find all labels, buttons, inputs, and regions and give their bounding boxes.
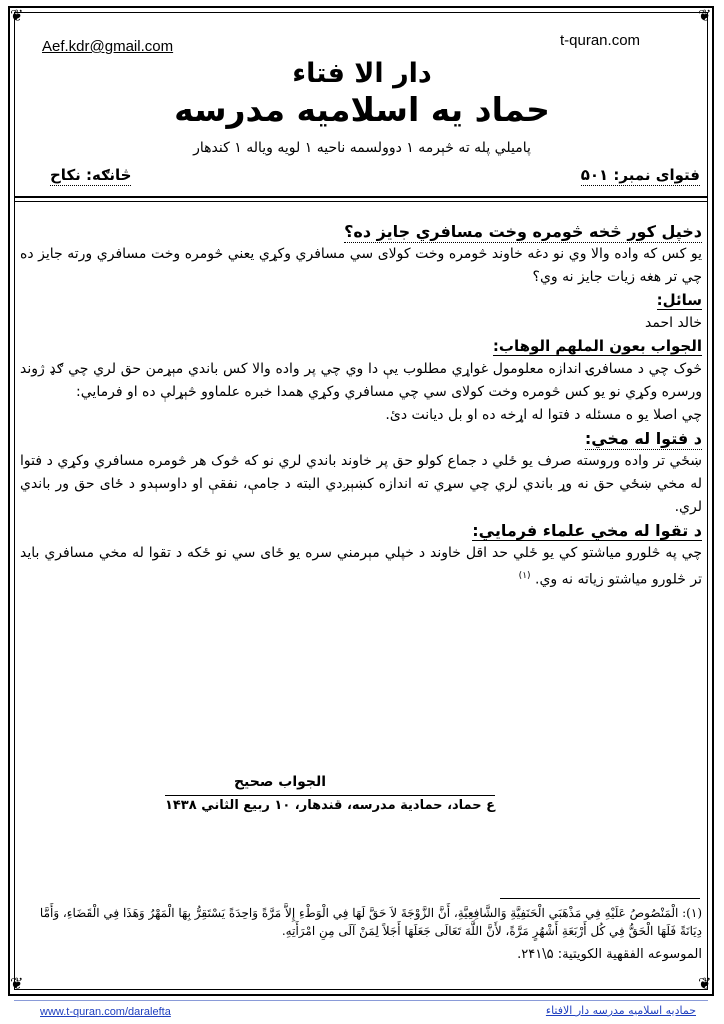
footer-divider <box>14 1000 708 1001</box>
address-line: پامیلي پله ته څېرمه ۱ دوولسمه ناحیه ۱ لویه ویاله ۱ کندهار <box>193 140 531 156</box>
answer-opening: الجواب بعون الملهم الوهاب: <box>492 337 702 355</box>
corner-ornament-icon: ❦ <box>10 6 24 25</box>
header-divider <box>14 196 708 198</box>
contact-email[interactable]: Aef.kdr@gmail.com <box>42 38 174 55</box>
footnote <box>20 904 702 964</box>
darul-ifta-title: دار الا فتاء <box>292 58 432 89</box>
taqwa-text: چي په څلورو مياشتو کي يو ځلي حد اقل خاوند د خپلي مېرمني سره يو ځای سي نو ځکه د تقوا له مخي مسافري بايد تر څلورو مياشتو زياته نه وي. $^{(۱)}$ <box>20 545 702 588</box>
fatwa-number: فتوای نمبر: ۵۰۱ <box>580 166 700 184</box>
approval-signature: ع حماد، حمادية مدرسه، قندهار، ۱۰ ربيع الثاني ۱۴۳۸ <box>160 798 500 813</box>
asker-name: خالد احمد <box>645 315 702 331</box>
fatwa-body <box>20 220 702 592</box>
footer-name[interactable]: حماديه اسلاميه مدرسه دار الافتاء <box>545 1004 696 1017</box>
answer-paragraph: څوک چي د مسافرۍ اندازه معلومول غواړي مطلوب يې دا وي چي پر واده والا کس باندي مېړمن حق لري چي ګډ ژوند ورسره وکړي نو یو کس څومره وخت کولای سي چي مسافري وکړي همدا خبره علماوو څېړلې ده او فرمايي: <box>20 361 702 400</box>
corner-ornament-icon: ❦ <box>698 6 712 25</box>
fatwa-section: څانګه: نکاح <box>50 166 132 184</box>
corner-ornament-icon: ❦ <box>10 974 24 993</box>
header-divider-thin <box>14 201 708 202</box>
site-name: t-quran.com <box>560 32 641 49</box>
question-title: دخپل کور څخه څومره وخت مسافري جایز ده؟ <box>344 222 702 241</box>
fatwa-text: ښځي تر واده وروسته صرف يو ځلي د جماع کولو حق پر خاوند باندي لري نو که څوک هر څومره مسافري وکړي د فتوا له مخي ښځي حق نه وړ باندي لري چي سړي ته اندازه کښېږدي البته د جامې، نفقې او داوسېدو د ځای حق ور باندي لري. <box>20 453 702 515</box>
footnote-divider <box>500 898 700 899</box>
footnote-reference: الموسوعه الفقهية الكويتية: ۵\۲۴۱. <box>517 947 702 962</box>
approval-title: الجواب صحیح <box>233 774 327 790</box>
fatwa-heading: د فتوا له مخي: <box>584 429 702 448</box>
answer-paragraph: چي اصلا يو ه مسئله د فتوا له اړخه ده او بل ديانت دئ. <box>385 407 702 423</box>
footer-url[interactable]: www.t-quran.com/daralefta <box>40 1006 171 1018</box>
footnote-marker: (۱) <box>518 571 531 581</box>
footnote-text: (۱): الْمَنْصُوصُ عَلَيْهِ فِي مَذْهَبَي الْحَنَفِيَّةِ وَالشَّافِعِيَّةِ، أَنَّ الزَّوْجَةَ لاَ حَقَّ لَهَا فِي الْوَطْءِ إِلاَّ مَرَّةً وَاحِدَةً يَسْتَقِرُّ بِهَا الْمَهْرُ وَهَذَا فِي الْقَضَاءِ، وَأَمَّا دِيَانَةً فَلَهَا الْحَقُّ فِي كُل أَرْبَعَةِ أَشْهُرٍ مَرَّةً، لأَنَّ اللَّهَ تَعَالَى جَعَلَهَا أَجَلاً لِمَنْ آلَى مِنِ امْرَأَتِهِ. <box>39 906 702 938</box>
taqwa-heading: د تقوا له مخي علماء فرمايي: <box>472 521 702 540</box>
corner-ornament-icon: ❦ <box>698 974 712 993</box>
question-text: یو کس که واده والا وي نو دغه خاوند څومره وخت کولای سي مسافري وکړي یعني څومره وخت مسافري ورته جایز ده چي تر هغه زیات جایز نه وي؟ <box>20 246 702 285</box>
asker-label: سائل: <box>656 291 702 309</box>
madrasa-title: حماد یه اسلامیه مدرسه <box>174 90 550 129</box>
